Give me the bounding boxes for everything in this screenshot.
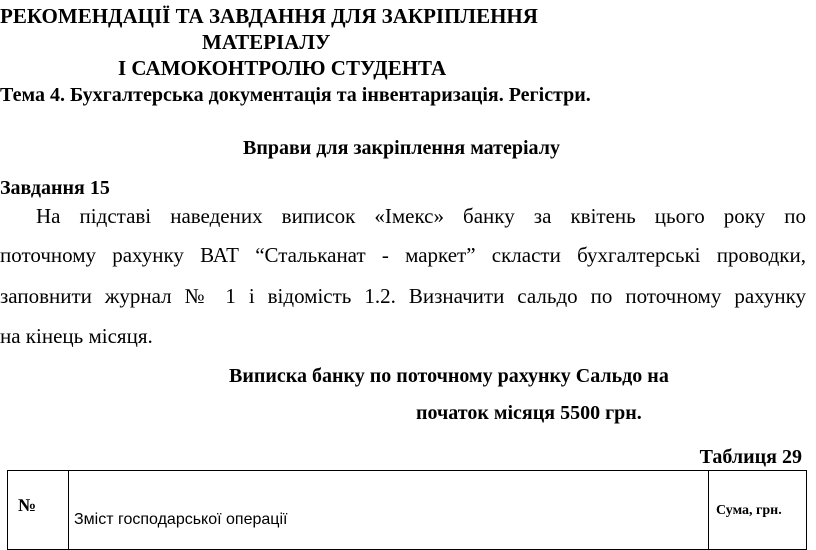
- heading-line-1: РЕКОМЕНДАЦІЇ ТА ЗАВДАННЯ ДЛЯ ЗАКРІПЛЕННЯ: [0, 4, 538, 28]
- exercises-title: Вправи для закріплення матеріалу: [243, 137, 560, 159]
- task-title: Завдання 15: [0, 177, 110, 199]
- table-header-number: №: [18, 495, 37, 515]
- table-column-divider: [68, 471, 69, 549]
- table-column-divider: [708, 471, 709, 549]
- task-text-line-1: На підставі наведених виписок «Імекс» банку за квітень цього року по: [36, 204, 806, 228]
- operations-table: [7, 470, 807, 550]
- table-caption: Таблиця 29: [699, 446, 802, 468]
- heading-line-2: МАТЕРІАЛУ: [202, 30, 331, 54]
- table-header-content: Зміст господарської операції: [74, 511, 288, 528]
- task-text-line-2: поточному рахунку ВАТ “Стальканат - маркет” скласти бухгалтерські проводки,: [0, 243, 806, 267]
- heading-line-3: І САМОКОНТРОЛЮ СТУДЕНТА: [118, 56, 447, 80]
- task-text-line-4: на кінець місяця.: [0, 324, 153, 348]
- task-text-line-3: заповнити журнал № 1 і відомість 1.2. Визначити сальдо по поточному рахунку: [0, 284, 806, 308]
- bank-statement-title-line-2: початок місяця 5500 грн.: [416, 402, 642, 424]
- table-header-amount: Сума, грн.: [716, 503, 782, 518]
- bank-statement-title-line-1: Виписка банку по поточному рахунку Сальдо на: [229, 365, 669, 387]
- topic-title: Тема 4. Бухгалтерська документація та інвентаризація. Регістри.: [0, 84, 591, 106]
